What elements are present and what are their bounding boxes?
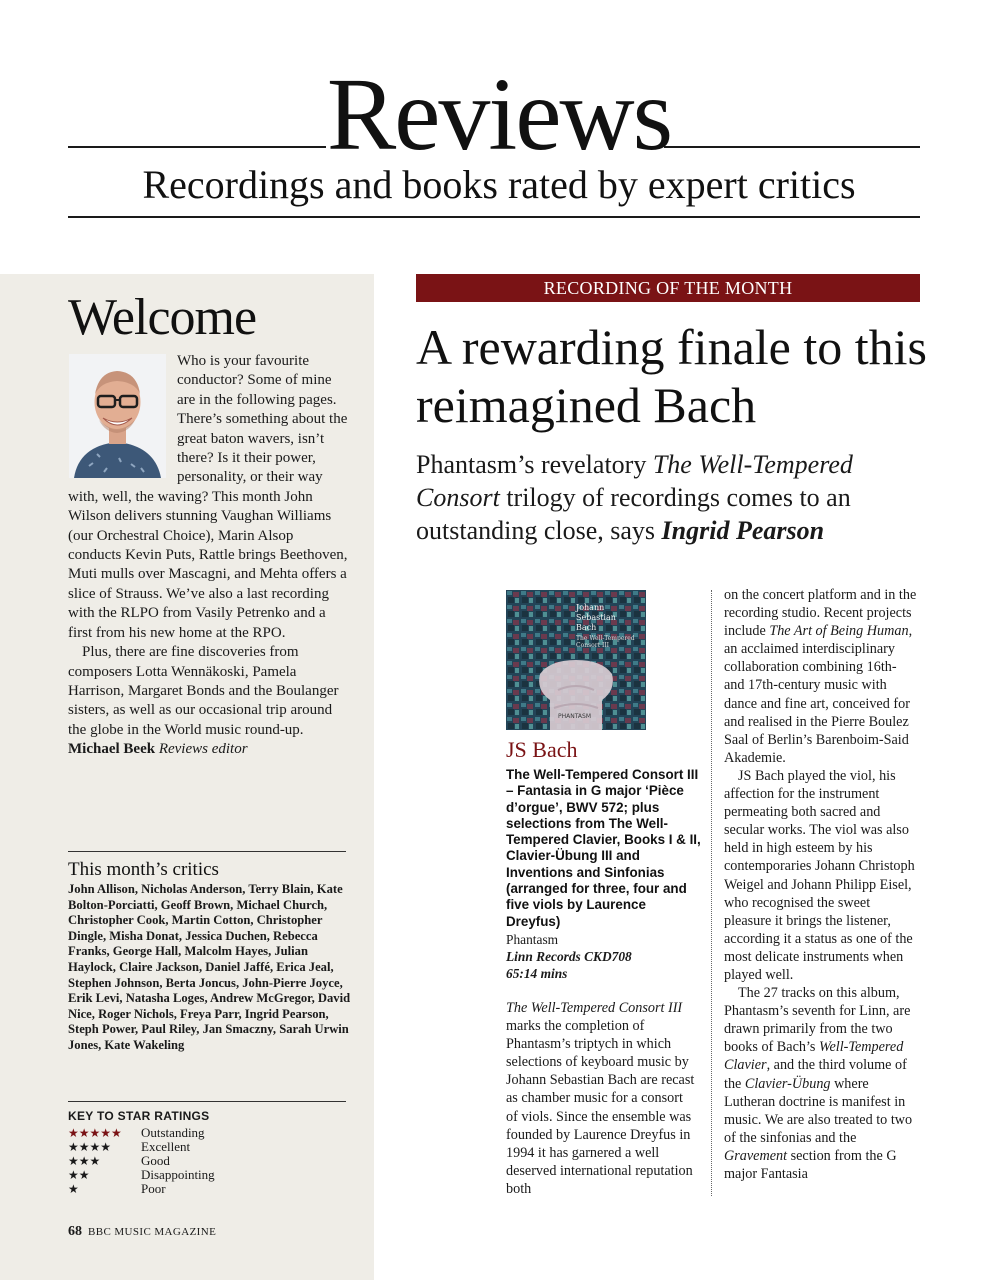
performer: Phantasm (506, 932, 559, 947)
section-title: Reviews (326, 57, 672, 172)
body-text: marks the completion of Phantasm’s triptych in which selections of keyboard music by Johann Sebastian Bach are recast as chamber music for a consort of viols. Since the ensemble was founded by Laurence Dreyfus in 1994 it has garnered a well deserved international reputation both (506, 1018, 695, 1197)
star-rating-label: Disappointing (141, 1167, 215, 1182)
standfirst-text: trilogy of recordings comes to an outstanding close, says (416, 483, 851, 545)
page-folio (68, 1222, 216, 1241)
star-rating-icon: ★★★★★ (68, 1126, 122, 1140)
body-text: where Lutheran doctrine is manifest in music. We are also treated to two of the sinfonias and the (724, 1075, 913, 1146)
key-rule (68, 1101, 346, 1102)
editor-name: Michael Beek (68, 741, 156, 758)
body-text: section from the G major Fantasia (724, 1147, 897, 1182)
review-column-2 (724, 586, 920, 1183)
standfirst-text: Phantasm’s revelatory (416, 450, 653, 479)
star-rating-label: Good (141, 1153, 170, 1168)
album-cover-text: Johann (576, 603, 605, 612)
album-cover-text: Bach (576, 623, 597, 632)
star-rating-label: Poor (141, 1181, 166, 1196)
album-cover-text: The Well-Tempered (576, 635, 635, 642)
album-cover-text: Consort III (576, 642, 610, 649)
album-cover (506, 590, 646, 730)
article-byline: Ingrid Pearson (661, 516, 825, 545)
star-rating-label: Outstanding (141, 1125, 205, 1140)
body-paragraph: JS Bach played the viol, his affection for the instrument permeating both sacred and secular works. The viol was also held in high esteem by his contemporaries Johann Christoph Weigel and Johann Philipp Eisel, who recognised the sweet pleasure it brings the listener, according it a status as one of the most delicate instruments when played well. (724, 767, 915, 983)
composer-name: JS Bach (506, 737, 578, 762)
star-key-title: KEY TO STAR RATINGS (68, 1109, 210, 1123)
magazine-name: BBC MUSIC MAGAZINE (88, 1226, 217, 1238)
body-title: The Well-Tempered Consort III (506, 1000, 683, 1016)
body-title: Gravement (724, 1147, 788, 1164)
welcome-paragraph-2: Plus, there are fine discoveries from composers Lotta Wennäkoski, Pamela Harrison, Margaret Bonds and the Boulanger sisters, as well as our occasional trip around the globe in the World music round-up. (68, 644, 339, 738)
star-rating-label: Excellent (141, 1139, 191, 1154)
body-title: The Art of Being Human (769, 623, 909, 640)
article-headline: A rewarding finale to this reimagined Bach (416, 319, 927, 433)
record-label: Linn Records CKD708 (506, 949, 632, 964)
critics-list: John Allison, Nicholas Anderson, Terry Blain, Kate Bolton-Porciatti, Geoff Brown, Michael Church, Christopher Cook, Martin Cotton, Christopher Dingle, Misha Donat, Jessica Duchen, Rebecca Franks, George Hall, Malcolm Hayes, Julian Haylock, Claire Jackson, Daniel Jaffé, Erica Jeal, Stephen Johnson, Berta Joncus, John-Pierre Joyce, Erik Levi, Natasha Loges, Andrew McGregor, David Nice, Roger Nichols, Freya Parr, Ingrid Pearson, Steph Power, Paul Riley, Jan Smaczny, Sarah Urwin Jones, Kate Wakeling (68, 882, 351, 1052)
page-number: 68 (68, 1224, 82, 1239)
star-rating-icon: ★ (68, 1182, 79, 1196)
work-title: The Well-Tempered Consort III – Fantasia in G major ‘Pièce d’orgue’, BWV 572; plus selections from The Well-Tempered Clavier, Books I & II, Clavier-Übung III and Inventions and Sinfonias (arranged for three, four and five viols by Laurence Dreyfus) (506, 767, 701, 929)
recording-of-month-banner: RECORDING OF THE MONTH (416, 274, 920, 302)
welcome-title: Welcome (68, 289, 257, 346)
editor-role: Reviews editor (158, 741, 248, 758)
editor-signature (68, 740, 350, 759)
review-column-1 (506, 999, 696, 1198)
duration: 65:14 mins (506, 966, 568, 981)
body-title: Clavier-Übung (744, 1075, 831, 1092)
body-text: , and the third volume of the (724, 1057, 907, 1092)
body-paragraph (724, 984, 920, 1183)
article-standfirst (416, 448, 936, 547)
welcome-letter (68, 352, 350, 760)
body-title: Well-Tempered Clavier (724, 1039, 904, 1074)
critics-rule (68, 851, 346, 852)
standfirst-title: The Well-Tempered Consort (416, 450, 853, 512)
album-cover-text: PHANTASM (558, 713, 592, 720)
header-rule-bottom (68, 216, 920, 218)
star-rating-icon: ★★ (68, 1168, 90, 1182)
column-divider (711, 590, 712, 1196)
body-text: , an acclaimed interdisciplinary collaboration combining 16th- and 17th-century music with dance and fine art, conceived for and realised in the Pierre Boulez Saal of Berlin’s Barenboim-Said Akademie. (724, 623, 913, 766)
section-subtitle: Recordings and books rated by expert critics (142, 162, 856, 207)
body-text: on the concert platform and in the recording studio. Recent projects include (724, 587, 917, 640)
star-rating-icon: ★★★ (68, 1154, 101, 1168)
welcome-paragraph-1: Who is your favourite conductor? Some of mine are in the following pages. There’s something about the great baton wavers, isn’t there? Is it their power, personality, or their way with, well, the waving? This month John Wilson delivers stunning Vaughan Williams (our Orchestral Choice), Marin Alsop conducts Kevin Puts, Rattle brings Beethoven, Muti mulls over Mascagni, and Mehta offers a slice of Strauss. We’ve also a last recording with the RLPO from Vasily Petrenko and a first from his new home at the RPO. (68, 353, 348, 641)
body-text: The 27 tracks on this album, Phantasm’s seventh for Linn, are drawn primarily from the two books of Bach’s (724, 985, 911, 1056)
critics-title: This month’s critics (68, 859, 219, 880)
star-rating-icon: ★★★★ (68, 1140, 112, 1154)
album-cover-text: Sebastian (576, 613, 616, 622)
